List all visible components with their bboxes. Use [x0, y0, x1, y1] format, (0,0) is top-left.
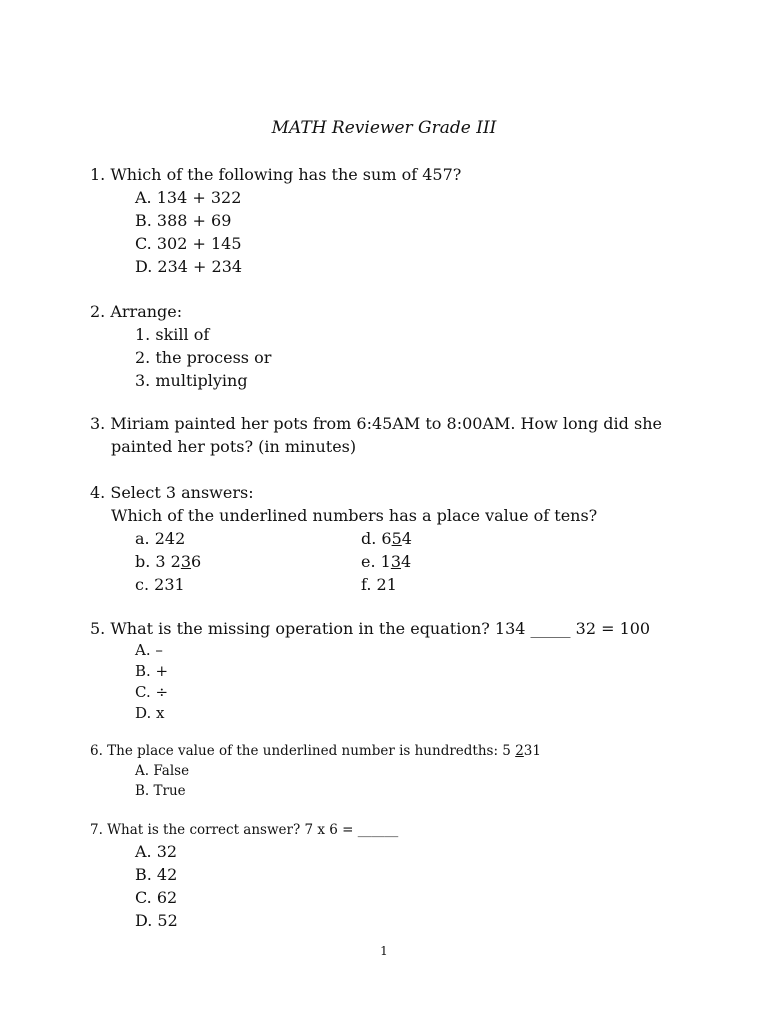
- option-text: b. 3 2: [135, 552, 181, 571]
- question-4-stem: 4. Select 3 answers:: [90, 483, 254, 502]
- option-text: 4: [401, 552, 412, 571]
- underlined-digit: 3: [390, 552, 402, 571]
- question-6-option-b: B. True: [135, 783, 186, 799]
- question-2-item-3: 3. multiplying: [135, 371, 248, 390]
- option-text: 4: [401, 529, 412, 548]
- question-1-option-a: A. 134 + 322: [135, 188, 242, 207]
- question-7-option-c: C. 62: [135, 888, 178, 907]
- option-text: 6: [191, 552, 202, 571]
- question-5: [90, 617, 710, 724]
- question-5-option-b: B. +: [135, 662, 169, 680]
- question-3-stem-continued: painted her pots? (in minutes): [111, 437, 357, 456]
- question-6-option-a: A. False: [135, 763, 190, 779]
- option-text: f. 21: [361, 575, 397, 594]
- question-4-option-d: [361, 527, 561, 550]
- option-text: e. 1: [361, 552, 391, 571]
- question-1-option-c: C. 302 + 145: [135, 234, 242, 253]
- question-5-stem: 5. What is the missing operation in the equation? 134 _____ 32 = 100: [90, 619, 651, 638]
- option-text: c. 231: [135, 575, 185, 594]
- question-4: [90, 481, 710, 596]
- question-7-option-b: B. 42: [135, 865, 178, 884]
- option-text: a. 242: [135, 529, 186, 548]
- page-number: 1: [380, 944, 388, 958]
- question-1-option-b: B. 388 + 69: [135, 211, 232, 230]
- question-4-options: [90, 527, 710, 596]
- question-6: [90, 741, 710, 801]
- question-4-option-e: [361, 550, 561, 573]
- question-6-stem: [90, 741, 710, 761]
- question-7: [90, 820, 710, 932]
- question-4-stem-continued: Which of the underlined numbers has a place value of tens?: [111, 506, 598, 525]
- question-4-option-c: [135, 573, 361, 596]
- question-3-stem: 3. Miriam painted her pots from 6:45AM to 8:00AM. How long did she: [90, 414, 662, 433]
- question-1-stem: 1. Which of the following has the sum of 457?: [90, 165, 462, 184]
- question-4-option-a: [135, 527, 361, 550]
- question-4-option-f: [361, 573, 561, 596]
- stem-text: 31: [523, 743, 541, 759]
- question-2-item-2: 2. the process or: [135, 348, 272, 367]
- question-2-item-1: 1. skill of: [135, 325, 210, 344]
- underlined-digit: 3: [180, 552, 192, 571]
- underlined-digit: 5: [391, 529, 402, 548]
- question-3: [90, 412, 710, 458]
- question-1: [90, 163, 710, 278]
- question-1-option-d: D. 234 + 234: [135, 257, 243, 276]
- question-4-option-b: [135, 550, 361, 573]
- question-5-option-d: D. x: [135, 704, 165, 722]
- question-2-stem: 2. Arrange:: [90, 302, 183, 321]
- document-title: MATH Reviewer Grade III: [271, 118, 497, 138]
- question-7-option-d: D. 52: [135, 911, 178, 930]
- stem-text: 6. The place value of the underlined number is hundredths: 5: [90, 743, 516, 759]
- option-text: d. 6: [361, 529, 392, 548]
- underlined-digit: 2: [515, 743, 524, 759]
- question-5-option-c: C. ÷: [135, 683, 169, 701]
- question-7-option-a: A. 32: [135, 842, 178, 861]
- question-7-stem: 7. What is the correct answer? 7 x 6 = ______: [90, 822, 399, 838]
- question-5-option-a: A. –: [135, 641, 163, 659]
- question-2: [90, 300, 710, 392]
